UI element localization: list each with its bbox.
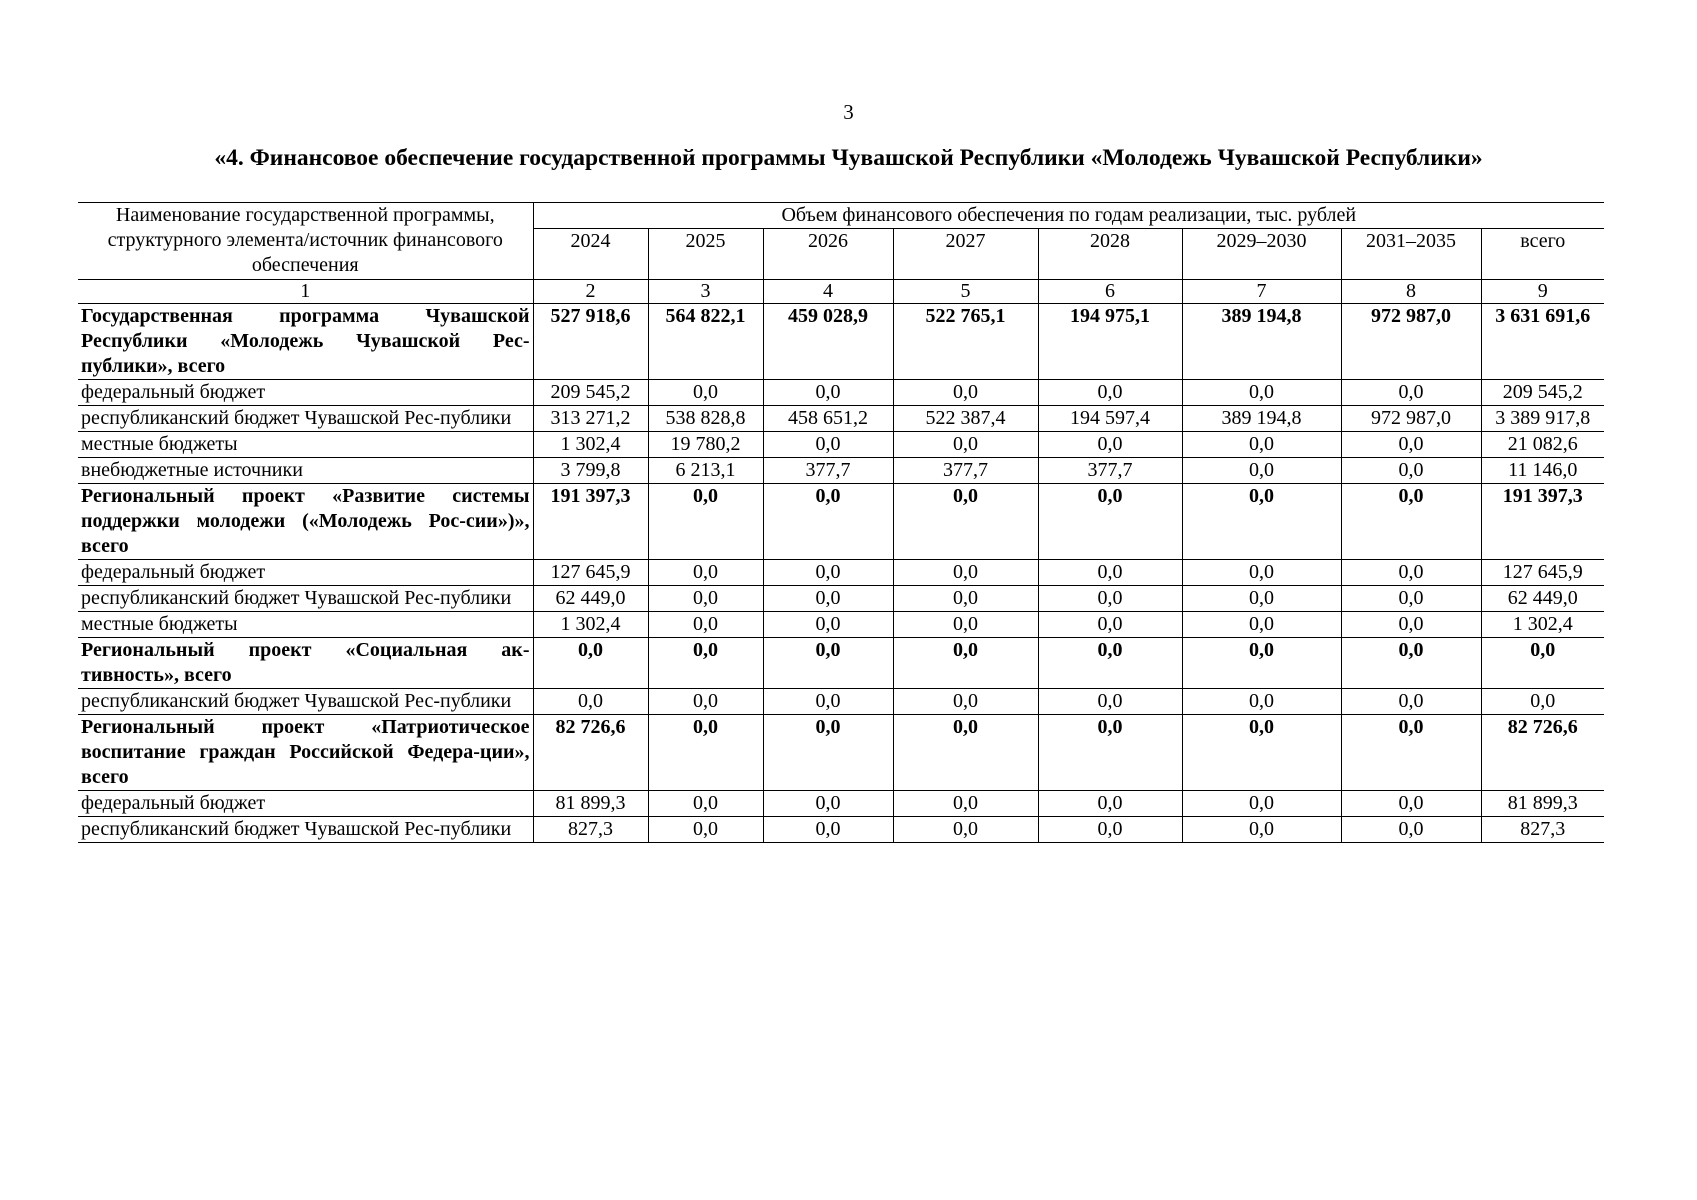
source-name-cell	[78, 432, 533, 458]
year-value-cell: 0,0	[648, 791, 763, 817]
table-row	[78, 586, 1604, 612]
year-value-cell: 0,0	[648, 560, 763, 586]
document-title: «4. Финансовое обеспечение государственной программы Чувашской Республики «Молодежь Чувашской Республики»	[214, 145, 1483, 171]
header-year: 2025	[648, 229, 763, 280]
year-value-cell: 0,0	[1182, 380, 1341, 406]
year-value-cell: 0,0	[1038, 715, 1182, 791]
year-value-cell: 0,0	[763, 432, 893, 458]
column-number: 9	[1481, 280, 1604, 304]
row-name-text: федеральный бюджет	[81, 792, 266, 814]
year-value-cell: 527 918,6	[533, 304, 648, 380]
page-number: 3	[843, 100, 854, 124]
header-year: 2031–2035	[1341, 229, 1481, 280]
total-value-cell: 62 449,0	[1481, 586, 1604, 612]
year-value-cell: 0,0	[648, 689, 763, 715]
year-value-cell: 0,0	[1341, 791, 1481, 817]
table-row	[78, 638, 1604, 689]
row-name-text: Государственная программа Чувашской Республики «Молодежь Чувашской Рес-публики», всего	[81, 305, 530, 377]
header-funding-group: Объем финансового обеспечения по годам реализации, тыс. рублей	[533, 203, 1604, 229]
year-value-cell: 0,0	[1038, 612, 1182, 638]
header-name-column: Наименование государственной программы, структурного элемента/источник финансового обеспечения	[78, 203, 533, 280]
year-value-cell: 0,0	[1182, 817, 1341, 843]
year-value-cell: 6 213,1	[648, 458, 763, 484]
year-value-cell: 0,0	[1182, 586, 1341, 612]
row-name-text: местные бюджеты	[81, 433, 238, 455]
year-value-cell: 0,0	[1182, 612, 1341, 638]
year-value-cell: 0,0	[893, 432, 1038, 458]
year-value-cell: 458 651,2	[763, 406, 893, 432]
year-value-cell: 389 194,8	[1182, 304, 1341, 380]
year-value-cell: 191 397,3	[533, 484, 648, 560]
total-value-cell: 1 302,4	[1481, 612, 1604, 638]
year-value-cell: 0,0	[648, 484, 763, 560]
total-value-cell: 209 545,2	[1481, 380, 1604, 406]
total-value-cell: 11 146,0	[1481, 458, 1604, 484]
year-value-cell: 377,7	[893, 458, 1038, 484]
row-name-text: республиканский бюджет Чувашской Рес-публики	[81, 818, 512, 840]
year-value-cell: 0,0	[1038, 817, 1182, 843]
column-number: 2	[533, 280, 648, 304]
year-value-cell: 389 194,8	[1182, 406, 1341, 432]
row-name-text: Региональный проект «Развитие системы поддержки молодежи («Молодежь Рос-сии»)», всего	[81, 485, 530, 557]
header-total: всего	[1481, 229, 1604, 280]
source-name-cell	[78, 612, 533, 638]
year-value-cell: 538 828,8	[648, 406, 763, 432]
year-value-cell: 522 387,4	[893, 406, 1038, 432]
section-name-cell	[78, 715, 533, 791]
year-value-cell: 0,0	[1341, 560, 1481, 586]
year-value-cell: 81 899,3	[533, 791, 648, 817]
year-value-cell: 0,0	[648, 380, 763, 406]
column-number: 4	[763, 280, 893, 304]
year-value-cell: 0,0	[1038, 432, 1182, 458]
table-row	[78, 406, 1604, 432]
year-value-cell: 194 975,1	[1038, 304, 1182, 380]
header-year: 2024	[533, 229, 648, 280]
section-name-cell	[78, 304, 533, 380]
table-row	[78, 612, 1604, 638]
table-row	[78, 560, 1604, 586]
year-value-cell: 0,0	[1038, 791, 1182, 817]
total-value-cell: 3 389 917,8	[1481, 406, 1604, 432]
source-name-cell	[78, 586, 533, 612]
year-value-cell: 0,0	[763, 689, 893, 715]
year-value-cell: 0,0	[1341, 612, 1481, 638]
year-value-cell: 0,0	[1341, 817, 1481, 843]
year-value-cell: 0,0	[1341, 689, 1481, 715]
year-value-cell: 0,0	[1341, 432, 1481, 458]
column-number: 1	[78, 280, 533, 304]
header-year: 2028	[1038, 229, 1182, 280]
year-value-cell: 0,0	[648, 638, 763, 689]
total-value-cell: 3 631 691,6	[1481, 304, 1604, 380]
column-number: 7	[1182, 280, 1341, 304]
table-body	[78, 304, 1604, 843]
source-name-cell	[78, 560, 533, 586]
year-value-cell: 0,0	[893, 791, 1038, 817]
year-value-cell: 0,0	[893, 380, 1038, 406]
total-value-cell: 21 082,6	[1481, 432, 1604, 458]
year-value-cell: 0,0	[1341, 458, 1481, 484]
year-value-cell: 0,0	[1341, 715, 1481, 791]
source-name-cell	[78, 689, 533, 715]
year-value-cell: 0,0	[1038, 380, 1182, 406]
total-value-cell: 82 726,6	[1481, 715, 1604, 791]
table-row	[78, 432, 1604, 458]
year-value-cell: 0,0	[763, 638, 893, 689]
year-value-cell: 0,0	[533, 689, 648, 715]
source-name-cell	[78, 406, 533, 432]
year-value-cell: 0,0	[1341, 484, 1481, 560]
row-name-text: республиканский бюджет Чувашской Рес-публики	[81, 690, 512, 712]
year-value-cell: 827,3	[533, 817, 648, 843]
row-name-text: федеральный бюджет	[81, 381, 266, 403]
table-row	[78, 791, 1604, 817]
section-name-cell	[78, 638, 533, 689]
source-name-cell	[78, 791, 533, 817]
row-name-text: республиканский бюджет Чувашской Рес-публики	[81, 587, 512, 609]
year-value-cell: 0,0	[1038, 689, 1182, 715]
row-name-text: федеральный бюджет	[81, 561, 266, 583]
table-row	[78, 484, 1604, 560]
year-value-cell: 377,7	[1038, 458, 1182, 484]
year-value-cell: 0,0	[893, 715, 1038, 791]
column-number: 5	[893, 280, 1038, 304]
total-value-cell: 0,0	[1481, 638, 1604, 689]
year-value-cell: 0,0	[1182, 560, 1341, 586]
year-value-cell: 0,0	[763, 612, 893, 638]
year-value-cell: 0,0	[893, 484, 1038, 560]
year-value-cell: 0,0	[1038, 560, 1182, 586]
year-value-cell: 1 302,4	[533, 432, 648, 458]
table-row	[78, 817, 1604, 843]
total-value-cell: 81 899,3	[1481, 791, 1604, 817]
year-value-cell: 0,0	[763, 560, 893, 586]
year-value-cell: 127 645,9	[533, 560, 648, 586]
year-value-cell: 0,0	[1182, 715, 1341, 791]
column-number: 8	[1341, 280, 1481, 304]
table-row	[78, 715, 1604, 791]
row-name-text: местные бюджеты	[81, 613, 238, 635]
source-name-cell	[78, 458, 533, 484]
year-value-cell: 0,0	[1182, 638, 1341, 689]
year-value-cell: 0,0	[1038, 638, 1182, 689]
year-value-cell: 0,0	[893, 586, 1038, 612]
year-value-cell: 0,0	[1341, 380, 1481, 406]
year-value-cell: 564 822,1	[648, 304, 763, 380]
section-name-cell	[78, 484, 533, 560]
year-value-cell: 194 597,4	[1038, 406, 1182, 432]
table-row	[78, 304, 1604, 380]
year-value-cell: 0,0	[1341, 586, 1481, 612]
year-value-cell: 209 545,2	[533, 380, 648, 406]
total-value-cell: 127 645,9	[1481, 560, 1604, 586]
year-value-cell: 3 799,8	[533, 458, 648, 484]
table-row	[78, 458, 1604, 484]
year-value-cell: 0,0	[1341, 638, 1481, 689]
year-value-cell: 19 780,2	[648, 432, 763, 458]
year-value-cell: 0,0	[763, 586, 893, 612]
financing-table	[78, 202, 1604, 843]
row-name-text: Региональный проект «Патриотическое воспитание граждан Российской Федера-ции», всего	[81, 716, 530, 788]
year-value-cell: 0,0	[1182, 689, 1341, 715]
total-value-cell: 827,3	[1481, 817, 1604, 843]
year-value-cell: 62 449,0	[533, 586, 648, 612]
year-value-cell: 0,0	[1038, 484, 1182, 560]
year-value-cell: 0,0	[1182, 458, 1341, 484]
year-value-cell: 0,0	[533, 638, 648, 689]
row-name-text: Региональный проект «Социальная ак-тивность», всего	[81, 639, 530, 686]
table-row	[78, 380, 1604, 406]
source-name-cell	[78, 817, 533, 843]
year-value-cell: 0,0	[1182, 791, 1341, 817]
year-value-cell: 0,0	[763, 791, 893, 817]
year-value-cell: 0,0	[763, 484, 893, 560]
year-value-cell: 0,0	[763, 715, 893, 791]
header-year: 2029–2030	[1182, 229, 1341, 280]
year-value-cell: 0,0	[893, 560, 1038, 586]
year-value-cell: 522 765,1	[893, 304, 1038, 380]
year-value-cell: 82 726,6	[533, 715, 648, 791]
year-value-cell: 972 987,0	[1341, 304, 1481, 380]
year-value-cell: 0,0	[648, 586, 763, 612]
row-name-text: республиканский бюджет Чувашской Рес-публики	[81, 407, 512, 429]
year-value-cell: 0,0	[648, 612, 763, 638]
table-row	[78, 689, 1604, 715]
header-year: 2026	[763, 229, 893, 280]
year-value-cell: 0,0	[648, 715, 763, 791]
year-value-cell: 1 302,4	[533, 612, 648, 638]
year-value-cell: 377,7	[763, 458, 893, 484]
source-name-cell	[78, 380, 533, 406]
column-number: 6	[1038, 280, 1182, 304]
header-year: 2027	[893, 229, 1038, 280]
year-value-cell: 0,0	[893, 638, 1038, 689]
year-value-cell: 972 987,0	[1341, 406, 1481, 432]
total-value-cell: 0,0	[1481, 689, 1604, 715]
year-value-cell: 313 271,2	[533, 406, 648, 432]
column-number: 3	[648, 280, 763, 304]
year-value-cell: 0,0	[1182, 432, 1341, 458]
year-value-cell: 0,0	[648, 817, 763, 843]
year-value-cell: 0,0	[1038, 586, 1182, 612]
year-value-cell: 0,0	[763, 380, 893, 406]
year-value-cell: 0,0	[893, 689, 1038, 715]
year-value-cell: 459 028,9	[763, 304, 893, 380]
year-value-cell: 0,0	[893, 817, 1038, 843]
year-value-cell: 0,0	[1182, 484, 1341, 560]
row-name-text: внебюджетные источники	[81, 459, 303, 481]
total-value-cell: 191 397,3	[1481, 484, 1604, 560]
year-value-cell: 0,0	[763, 817, 893, 843]
year-value-cell: 0,0	[893, 612, 1038, 638]
